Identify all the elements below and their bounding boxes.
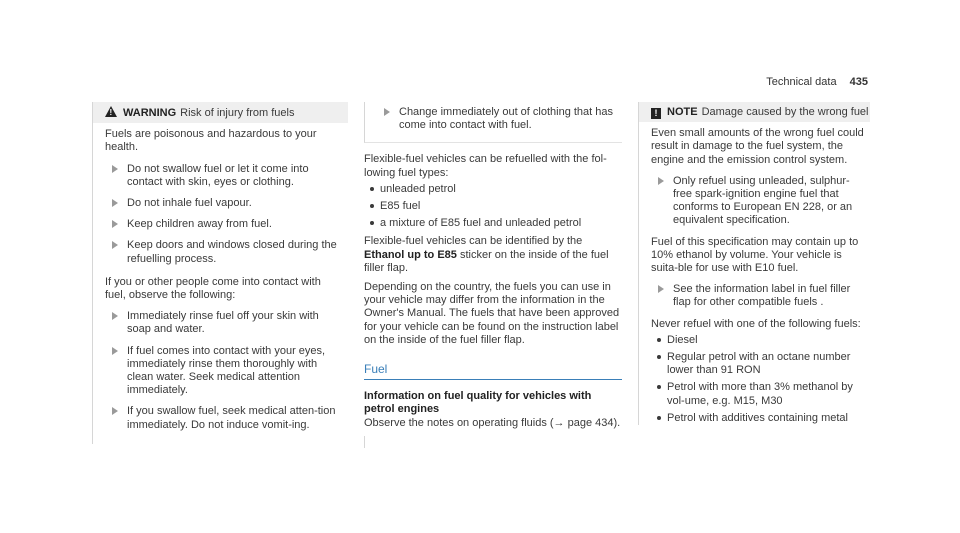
step-text: See the information label in fuel filler flap for other compatible fuels . (673, 283, 851, 309)
step-text: Keep children away from fuel. (127, 218, 272, 231)
list-item: Petrol with more than 3% methanol by vol-ume, e.g. M15, M30 (651, 381, 864, 407)
page-header (766, 76, 868, 89)
arrow-right-icon (112, 407, 118, 415)
list-item: Regular petrol with an octane number lower than 91 RON (651, 351, 864, 377)
warning-header (93, 102, 348, 123)
note-label: NOTE (667, 106, 698, 118)
flexfuel-intro: Flexible-fuel vehicles can be refuelled with the fol-lowing fuel types: (364, 153, 607, 179)
warning-step (105, 163, 342, 189)
page-number: 435 (849, 76, 868, 88)
column-3 (638, 102, 870, 430)
arrow-right-icon (112, 199, 118, 207)
note-intro: Even small amounts of the wrong fuel could result in damage to the fuel system, the engine and the emission control system. (651, 127, 864, 166)
contact-step (105, 310, 342, 336)
warning-body (93, 123, 348, 444)
list-item: Diesel (651, 334, 864, 347)
country-text: Depending on the country, the fuels you can use in your vehicle may differ from the information in the Owner's Manual. The fuels that have been approved for your vehicle can be found on the instruction label on the inside of the fuel filler flap. (364, 281, 620, 346)
spec-text: Fuel of this specification may contain up to 10% ethanol by volume. Your vehicle is suita-ble for use with E10 fuel. (651, 235, 859, 275)
step-text: Only refuel using unleaded, sulphur-free spark-ignition engine fuel that conforms to European EN 228, or an equivalent specification. (673, 174, 853, 227)
contact-intro: If you or other people come into contact with fuel, observe the following: (105, 275, 321, 302)
note-header (639, 102, 870, 122)
contact-step (105, 405, 342, 431)
warning-intro: Fuels are poisonous and hazardous to your health. (105, 128, 317, 154)
arrow-right-icon (112, 220, 118, 228)
arrow-right-icon (658, 285, 664, 293)
step-text: If you swallow fuel, seek medical atten-tion immediately. Do not induce vomit-ing. (127, 405, 336, 431)
arrow-right-icon (112, 241, 118, 249)
arrow-right-icon (112, 312, 118, 320)
note-box (638, 102, 870, 425)
step-text: Immediately rinse fuel off your skin with soap and water. (127, 310, 319, 336)
arrow-right-icon (658, 177, 664, 185)
flexfuel-section (364, 153, 622, 447)
step-text: Change immediately out of clothing that has come into contact with fuel. (399, 106, 614, 132)
warning-box-continued (364, 102, 622, 143)
identify-text (364, 235, 622, 275)
note-step (651, 283, 864, 309)
section-title: Technical data (766, 76, 837, 88)
step-text: If fuel comes into contact with your eyes, immediately rinse them thoroughly with clean water. Seek medical attention immediately. (127, 344, 326, 397)
arrow-right-icon (112, 347, 118, 355)
list-item: a mixture of E85 fuel and unleaded petrol (364, 217, 622, 230)
warning-triangle-icon (105, 106, 117, 117)
column-2 (364, 102, 622, 448)
note-body (639, 122, 870, 425)
list-item: unleaded petrol (364, 183, 622, 196)
warning-step (105, 239, 342, 265)
list-item: Petrol with additives containing metal (651, 412, 864, 425)
warning-label: WARNING (123, 107, 177, 119)
identify-post: sticker on the inside of the fuel filler flap. (364, 248, 609, 274)
warning-step (105, 218, 342, 231)
list-item: E85 fuel (364, 200, 622, 213)
identify-pre: Flexible-fuel vehicles can be identified by the (364, 235, 583, 248)
fuel-types-list (364, 183, 622, 231)
step-text: Do not swallow fuel or let it come into contact with skin, eyes or clothing. (127, 162, 309, 188)
note-step (651, 175, 864, 228)
step-text: Keep doors and windows closed during the refuelling process. (127, 239, 337, 265)
contact-step (105, 345, 342, 398)
column-rule (364, 436, 622, 448)
arrow-right-icon (112, 165, 118, 173)
never-text: Never refuel with one of the following fuels: (651, 317, 861, 330)
operating-fluids-reference[interactable]: Observe the notes on operating fluids (→ page 434). (364, 416, 621, 429)
forbidden-fuels-list (651, 334, 864, 425)
fuel-quality-heading: Information on fuel quality for vehicles with petrol engines (364, 390, 592, 416)
arrow-right-icon (384, 108, 390, 116)
warning-body-continued (365, 102, 622, 142)
warning-box (92, 102, 348, 444)
step-text: Do not inhale fuel vapour. (127, 197, 252, 210)
sticker-name: Ethanol up to E85 (364, 248, 457, 261)
fuel-section-title: Fuel (364, 363, 622, 380)
column-1 (92, 102, 348, 444)
warning-title: Risk of injury from fuels (180, 107, 295, 119)
warning-step (105, 197, 342, 210)
contact-step (377, 106, 616, 132)
exclamation-icon: ! (651, 108, 661, 119)
note-title: Damage caused by the wrong fuel (701, 106, 869, 118)
